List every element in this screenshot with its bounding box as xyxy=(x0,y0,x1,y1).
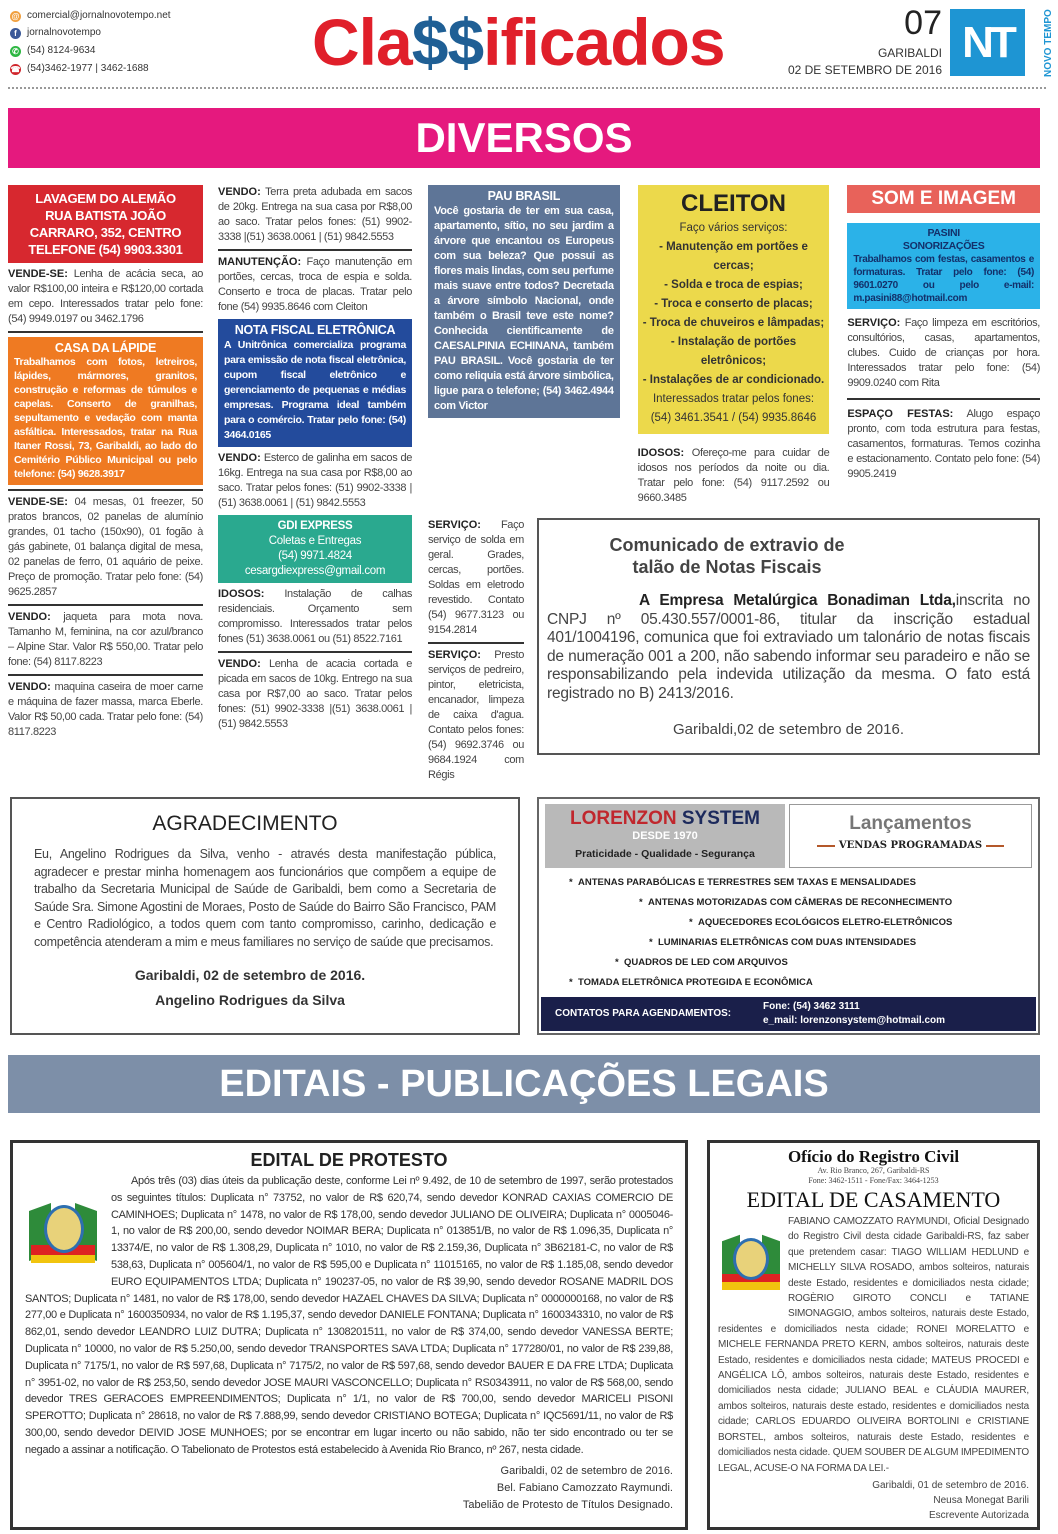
ad-vendo-esterco: VENDO: Esterco de galinha em sacos de 16kg. Entrega na sua casa por R$8,00 ao saco. Tratar pelos fones: (51) 9902-3338 |(51) 3638.0061 | (51) 9842.5553 xyxy=(218,452,412,509)
ad-gdi-express: GDI EXPRESS Coletas e Entregas (54) 9971.4824 cesargdiexpress@gmail.com xyxy=(218,515,412,583)
logo-side-text: NOVO TEMPO xyxy=(1043,9,1054,77)
contact-phone: ☎ (54)3462-1977 | 3462-1688 xyxy=(10,63,149,74)
column-2 xyxy=(218,185,412,732)
divider xyxy=(847,398,1040,400)
ad-nota-fiscal: NOTA FISCAL ELETRÔNICA A Unitrônica comercializa programa para emissão de nota fiscal eletrônica, cupom fiscal eletrônico e gerenciamento de pequenas e médias empresas. Programa ideal também para o comércio. Tratar pelo fone: (54) 3464.0165 xyxy=(218,319,412,447)
section-diversos: DIVERSOS xyxy=(8,108,1040,168)
ad-espaco-festas: ESPAÇO FESTAS: Alugo espaço pronto, com toda estrutura para festas, casamentos, formaturas. Temos cozinha e estacionamento. Contato pelo fone: (54) 9905.2419 xyxy=(847,408,1041,480)
ad-pau-brasil: PAU BRASIL Você gostaria de ter em sua casa, apartamento, sítio, no seu jardim a árvore que encantou os Europeus com sua beleza? Que possui as flores mais lindas, com seu perfume mais suave entre todos? Decretada a árvore símbolo Nacional, onde também o Brasil teve este nome? Conhecida cientificamente de CAESALPINIA ECHINANA, também PAU BRASIL. Você gostaria de ter como reliquia está árvore simbólica, ligue para o telefone; (54) 3462.4944 com Victor xyxy=(428,185,620,418)
column-3-lower xyxy=(428,518,524,783)
ad-servico-pedreiro: SERVIÇO: Presto serviços de pedreiro, pintor, eletricista, encanador, limpeza de caixa d'agua. Contato pelos fones: (54) 9692.3746 ou 9684.1924 com Régis xyxy=(428,649,524,781)
ad-idosos-calhas: IDOSOS: Instalação de calhas residenciais. Orçamento sem compromisso. Interessados tratar pelos fones (51) 3638.0061 ou (51) 8522.7161 xyxy=(218,588,412,645)
edital-casamento: Ofício do Registro Civil Av. Rio Branco, 267, Garibaldi-RS Fone: 3462-1511 - Fone/Fax: 3464-1253 EDITAL DE CASAMENTO FABIANO CAMOZZATO RAYMUNDI, Oficial Designado do Registro Civil desta cidade Garibaldi-RS, faz saber que pretendem casar: TIAGO WILLIAM HEDLUND e MICHELLY SILVA ROSADO, ambos solteiros, naturais deste Estado, residentes e domiciliados nesta cidade; ROGÈRIO GIROTO CONCLI e TATIANE SIMONAGGIO, ambos solteiros, naturais deste Estado, residentes e domiciliados nesta cidade; RONEI MORELATTO e MICHELE FERNANDA PRETO KERN, ambos solteiros, naturais deste Estado, residentes e domiciliados nesta cidade; MATEUS PROCEDI e ANGÉLICA LÔ, ambos solteiros, naturais deste Estado, residentes e domiciliados nesta cidade; JULIANO BEAL e CLÁUDIA MAURER, ambos solteiros, naturais deste estado, residentes e domiciliados nesta cidade; CARLOS EDUARDO OLIVEIRA BORTOLINI e CRISTIANE BORSTEL, ambos solteiros, naturais deste Estado, residentes e domiciliados nesta cidade. QUEM SOUBER DE ALGUM IMPEDIMENTO LEGAL, ACUSE-O NA FORMA DA LEI.- Garibaldi, 01 de setembro de 2016. Neusa Monegat Barili Escrevente Autorizada xyxy=(707,1140,1040,1530)
email-icon: @ xyxy=(11,11,20,21)
right-region xyxy=(428,185,1040,783)
comunicado-box: Comunicado de extravio de talão de Notas Fiscais A Empresa Metalúrgica Bonadiman Ltda,inscrita no CNPJ nº 05.430.557/0001-86, titular da inscrição estadual 401/1004196, comunica que foi extraviado um talonário de notas fiscais de numeração 001 a 200, não sabendo informar seu paradeiro e não se responsabilizando pela indevida utilização da mesma. O fato está registrado no B) 2413/2016. Garibaldi,02 de setembro de 2016. xyxy=(537,518,1040,755)
ad-vende-lenha: VENDE-SE: Lenha de acácia seca, ao valor R$100,00 inteira e R$120,00 cortada em cepo. Interessados tratar pelo fone: (54) 9949.0197 ou 3462.1796 xyxy=(8,268,203,325)
divider xyxy=(8,674,203,676)
page-title: Cla$$ificados xyxy=(312,5,725,79)
header xyxy=(0,0,1058,100)
ad-manutencao: MANUTENÇÃO: Faço manutenção em portões, cercas, troca de espia e solda. Conserto e troca de placas. Tratar pelo fone (54) 9935.8646 com Cleiton xyxy=(218,256,412,313)
ad-idosos-cuidar: IDOSOS: Ofereço-me para cuidar de idosos nos períodos da noite ou dia. Tratar pelo fone: (54) 9117.2592 ou 9660.3485 xyxy=(637,447,830,504)
ad-vendo-terra: VENDO: Terra preta adubada em sacos de 20kg. Entrega na sua casa por R$8,00 ao saco. Tratar pelos fones: (51) 9902-3338 |(51) 3638.0061 | (51) 9842.5553 xyxy=(218,186,412,243)
divider xyxy=(428,642,524,644)
ad-vendo-maquina: VENDO: maquina caseira de moer carne e máquina de fazer massa, marca Eberle. Valor R$ 50,00 cada. Tratar pelo fone: (54) 8117.8223 xyxy=(8,681,203,738)
comunicado-title: Comunicado de extravio de talão de Notas Fiscais xyxy=(609,535,845,577)
ad-vendo-lenha: VENDO: Lenha de acacia cortada e picada em sacos de 10kg. Entrego na sua casa por R$7,00 ao saco. Tratar pelos fones: (51) 9902-3338 |(51) 3638.0061 | (51) 9842.5553 xyxy=(218,658,412,730)
divider xyxy=(218,651,412,653)
contact-email[interactable]: @ comercial@jornalnovotempo.net xyxy=(11,10,171,21)
contact-facebook[interactable]: f jornalnovotempo xyxy=(10,27,101,39)
divider xyxy=(8,489,203,491)
facebook-icon: f xyxy=(10,28,21,39)
whatsapp-icon: ✆ xyxy=(10,46,21,57)
rs-coat-of-arms-icon xyxy=(25,1177,103,1287)
ad-cleiton: CLEITON Faço vários serviços: - Manutenção em portões e cercas; - Solda e troca de espias; - Troca e conserto de placas; - Troca de chuveiros e lâmpadas; - Instalação de portões eletrônicos; - Instalações de ar condicionado. Interessados tratar pelos fones: (54) 3461.3541 / (54) 9935.8646 xyxy=(638,185,830,434)
ad-vendo-jaqueta: VENDO: jaqueta para mota nova. Tamanho M, feminina, na cor azul/branco – Alpine Star. Valor R$ 550,00. Tratar pelo fone: (54) 8117.8223 xyxy=(8,611,203,668)
divider xyxy=(8,87,1046,89)
column-1 xyxy=(8,185,203,740)
ad-lavagem: LAVAGEM DO ALEMÃO RUA BATISTA JOÃO CARRARO, 352, CENTRO TELEFONE (54) 9903.3301 xyxy=(8,185,203,263)
ad-servico-limpeza: SERVIÇO: Faço limpeza em escritórios, consultórios, casas, apartamentos, clubes. Cuido de crianças por hora. Interessados tratar pelo fone: (54) 9909.0240 com Rita xyxy=(847,317,1041,389)
city: GARIBALDI xyxy=(877,46,942,60)
divider xyxy=(218,249,412,251)
column-5 xyxy=(847,185,1040,482)
rs-coat-of-arms-icon xyxy=(718,1218,784,1308)
section-editais: EDITAIS - PUBLICAÇÕES LEGAIS xyxy=(8,1055,1040,1113)
ad-pasini: PASINI SONORIZAÇÕES Trabalhamos com festas, casamentos e formaturas. Tratar pelo fone: (54) 9601.0270 ou pelo e-mail: m.pasini88@hotmail.com xyxy=(847,223,1040,309)
logo: NT xyxy=(950,9,1025,76)
edital-protesto: EDITAL DE PROTESTO Após três (03) dias úteis da publicação deste, conforme Lei nº 9.492, de 10 de setembro de 1997, serão protestados os seguintes títulos: Duplicata n° 73752, no valor de R$ 620,74, sendo devedor KONRAD CAXIAS COMERCIO DE CAMINHOES; Duplicata n° 1478, no valor de R$ 178,00, sendo devedor JULIANO DE OLIVEIRA; Duplicata n° 0005046-1, no valor de R$ 200,00, sendo devedor NOIMAR BERA; Duplicata n° 013851/B, no valor de R$ 1.096,35, Duplicata n° 13374/E, no valor de R$ 1.308,29, Duplicata n° 1010, no valor de R$ 2.159,36, Duplicata n° 3B62181-C, no valor de R$ 538,63, Duplicata n° 005604/1, no valor de R$ 595,00 e Duplicata n° 11015165, no valor de R$ 1.185,08, sendo devedor EURO EQUIPAMENTOS LTDA; Duplicata n° 190237-05, no valor de R$ 39,90, sendo devedor ROSANE MADRIL DOS SANTOS; Duplicata n° 1481, no valor de R$ 178,00, sendo devedor HAZAEL CHAVES DA SILVA; Duplicata n° 0000000168, no valor de R$ 277,00 e Duplicata n° 1600350934, no valor de R$ 1.195,37, sendo devedor DANIELE FONTANA; Duplicata n° 1600343310, no valor de R$ 862,01, sendo devedor LEANDRO LUIZ DUTRA; Duplicata n° 1308201511, no valor de R$ 374,00, sendo devedor VANESSA BERTE; Duplicata n° 10000, no valor de R$ 5.250,00, sendo devedor TRANSPORTES SAVA LTDA; Duplicata n° 177280/01, no valor de R$ 239,88, Duplicata n° 7175/1, no valor de R$ 597,68, Duplicata n° 7175/2, no valor de R$ 597,68, sendo devedor BAUER E DA FRE LTDA; Duplicata n° 3951-02, no valor de R$ 253,50, sendo devedor JOSE MAURI VASCONCELLO; Duplicata n° RS0343911, no valor de R$ 568,00, sendo devedor TRES GERACOES EMPREENDIMENTOS; Duplicata n° 1/1, no valor de R$ 700,00, sendo devedor MARICELI PISONI SPEROTTO; Duplicata n° 28618, no valor de R$ 7.888,99, sendo devedor CRISTIANO BOTEGA; Duplicata n° IQC5691/11, no valor de R$ 300,00, sendo devedor DEIVID JOSE MUNHOES; por se encontrar em lugar incerto ou não sabido, não ter sido encontrado ou ter se negado a assinar a notificação. O Tabelionato de Protestos está estabelecido à Avenida Rio Branco, nº 267, nesta cidade. Garibaldi, 02 de setembro de 2016. Bel. Fabiano Camozzato Raymundi. Tabelião de Protesto de Títulos Designado. xyxy=(10,1140,688,1530)
lorenzon-ad: LORENZON SYSTEM DESDE 1970 Praticidade - Qualidade - Segurança Lançamentos VENDAS PROGRAMADAS * ANTENAS PARABÓLICAS E TERRESTRES SEM TAXAS E MENSALIDADES * ANTENAS MOTORIZADAS COM CÂMERAS DE RECONHECIMENTO * AQUECEDORES ECOLÓGICOS ELETRO-ELETRÔNICOS * LUMINARIAS ELETRÔNICAS COM DUAS INTENSIDADES * QUADROS DE LED COM ARQUIVOS * TOMADA ELETRÔNICA PROTEGIDA E ECONÔMICA CONTATOS PARA AGENDAMENTOS: Fone: (54) 3462 3111 e_mail: lorenzonsystem@hotmail.com xyxy=(537,797,1040,1035)
section-som-imagem: SOM E IMAGEM xyxy=(847,185,1040,213)
column-3 xyxy=(428,185,620,418)
email-link[interactable]: e_mail: lorenzonsystem@hotmail.com xyxy=(763,1015,946,1026)
column-4 xyxy=(638,185,830,506)
diversos-grid xyxy=(8,185,1058,783)
ad-vende-mesas: VENDE-SE: 04 mesas, 01 freezer, 50 pratos brancos, 02 panelas de alumínio grandes, 01 tacho (150x90), 01 fogão à gás gabinete, 01 balança digital de mesa, 02 panelas de ferro, 01 aquário de peixe. Preço de promoção. Tratar pelo fone: (54) 9625.2857 xyxy=(8,496,203,598)
issue-date: 02 DE SETEMBRO DE 2016 xyxy=(787,63,942,77)
divider xyxy=(8,604,203,606)
ad-casa-lapide: CASA DA LÁPIDE Trabalhamos com fotos, letreiros, lápides, mármores, granitos, construção e reformas de túmulos e capelas. Conserto de granilhas, sepultamento e vedação com manta asfáltica. Interessados, tratar na Rua Itaner Rossi, 73, Garibaldi, ao lado do Cemitério Público Municipal ou pelo telefone: (54) 9628.3917 xyxy=(8,337,203,485)
contact-whatsapp: ✆ (54) 8124-9634 xyxy=(10,45,95,57)
page-number: 07 xyxy=(904,4,942,42)
ad-servico-solda: SERVIÇO: Faço serviço de solda em geral. Grades, cercas, portões. Soldas em eletrodo revestido. Contato (54) 9677.3123 ou 9154.2814 xyxy=(428,519,524,636)
agradecimento-box: AGRADECIMENTO Eu, Angelino Rodrigues da Silva, venho - através desta manifestação pública, agradecer e prestar minha homenagem aos funcionários que compõem a equipe de trabalho da Secretaria Municipal de Saúde de Garibaldi, bem como a Secretaria de Saúde Sra. Simone Agostini de Moraes, Posto de Saúde do Bairro São Francisco, PAM e Centro Radiológico, a todos quem com tanto compromisso, carinho, dedicação e competência atenderam a mim e meus familiares no serviço de saúde que precisamos. Garibaldi, 02 de setembro de 2016. Angelino Rodrigues da Silva xyxy=(10,797,520,1035)
divider xyxy=(8,331,203,333)
phone-icon: ☎ xyxy=(10,64,21,74)
